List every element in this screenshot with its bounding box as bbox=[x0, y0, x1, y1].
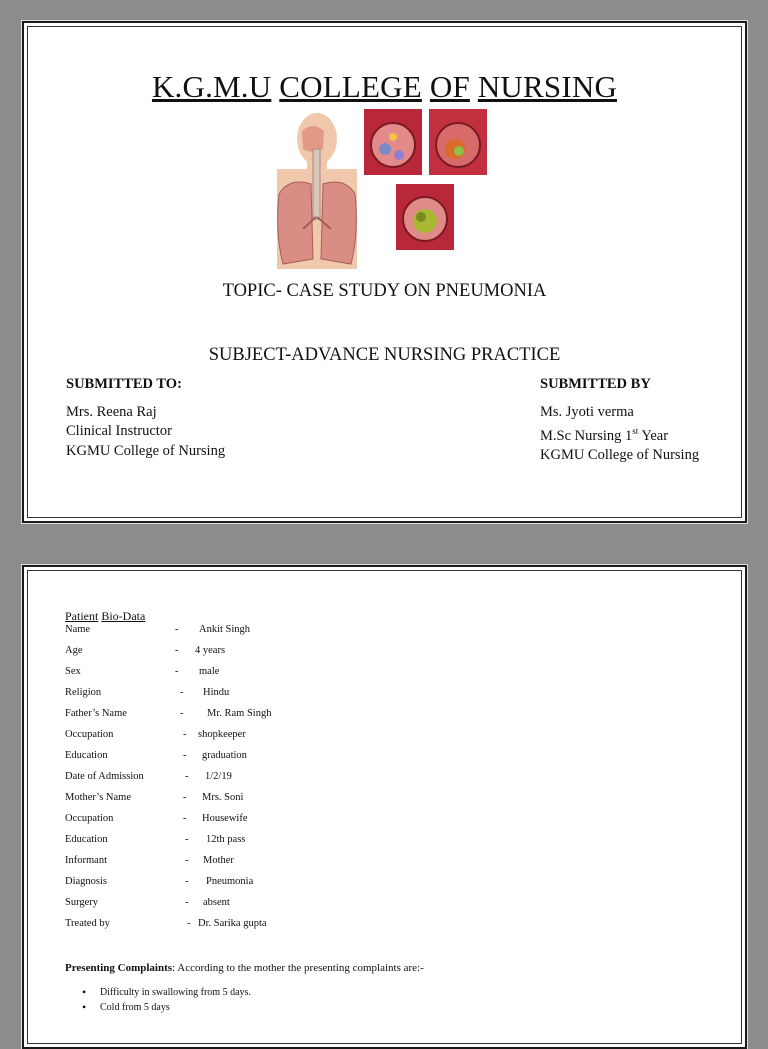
biodata-dash: - bbox=[185, 834, 189, 845]
complaints-text: : According to the mother the presenting complaints are:- bbox=[172, 962, 424, 974]
submitted-to-heading: SUBMITTED TO: bbox=[66, 376, 182, 392]
biodata-label: Education bbox=[65, 834, 108, 845]
subject-line: SUBJECT-ADVANCE NURSING PRACTICE bbox=[208, 345, 561, 365]
biodata-label: Occupation bbox=[65, 813, 114, 824]
biodata-label: Informant bbox=[65, 855, 107, 866]
biodata-dash: - bbox=[183, 750, 187, 761]
biodata-label: Religion bbox=[65, 687, 102, 698]
biodata-label: Father’s Name bbox=[65, 708, 127, 719]
biodata-page bbox=[22, 565, 747, 1049]
submitted-by-heading: SUBMITTED BY bbox=[540, 376, 651, 392]
biodata-value: shopkeeper bbox=[198, 729, 246, 740]
college-title bbox=[24, 69, 745, 105]
biodata-label: Treated by bbox=[65, 918, 110, 929]
alveoli-panel-3 bbox=[396, 184, 454, 250]
title-word-1: K.G.M.U bbox=[151, 69, 272, 104]
biodata-dash: - bbox=[180, 708, 184, 719]
biodata-title: Patient Bio-Data bbox=[65, 609, 146, 623]
respiratory-illustration bbox=[269, 109, 499, 269]
biodata-dash: - bbox=[185, 855, 189, 866]
instructor-institution: KGMU College of Nursing bbox=[66, 442, 226, 459]
biodata-label: Occupation bbox=[65, 729, 114, 740]
biodata-dash: - bbox=[175, 666, 179, 677]
biodata-value: Mother bbox=[203, 855, 234, 866]
biodata-label: Age bbox=[65, 645, 83, 656]
biodata-value: graduation bbox=[202, 750, 247, 761]
title-word-4: NURSING bbox=[477, 69, 618, 104]
biodata-value: 1/2/19 bbox=[205, 771, 232, 782]
biodata-label: Surgery bbox=[65, 897, 99, 908]
biodata-value: Housewife bbox=[202, 813, 248, 824]
complaint-item: • Difficulty in swallowing from 5 days. bbox=[82, 985, 251, 1000]
complaints-heading: Presenting Complaints bbox=[65, 962, 173, 974]
biodata-dash: - bbox=[183, 813, 187, 824]
biodata-label: Date of Admission bbox=[65, 771, 144, 782]
biodata-label: Diagnosis bbox=[65, 876, 107, 887]
biodata-dash: - bbox=[187, 918, 191, 929]
submitted-by-block bbox=[540, 375, 699, 466]
complaint-item: • Cold from 5 days bbox=[82, 1000, 251, 1015]
alveoli-panel-1 bbox=[364, 109, 422, 175]
biodata-value: Hindu bbox=[203, 687, 230, 698]
biodata-value: Ankit Singh bbox=[199, 624, 251, 635]
biodata-label: Sex bbox=[65, 666, 81, 677]
topic-line: TOPIC- CASE STUDY ON PNEUMONIA bbox=[222, 281, 547, 301]
biodata-dash: - bbox=[183, 729, 187, 740]
student-institution: KGMU College of Nursing bbox=[540, 447, 700, 464]
biodata-value: Mr. Ram Singh bbox=[207, 708, 272, 719]
biodata-label: Name bbox=[65, 624, 91, 635]
biodata-value: absent bbox=[203, 897, 230, 908]
torso-figure bbox=[277, 113, 357, 269]
biodata-value: 4 years bbox=[195, 645, 226, 656]
student-name: Ms. Jyoti verma bbox=[540, 403, 634, 420]
alveoli-panel-2 bbox=[429, 109, 487, 175]
complaints-list bbox=[82, 985, 251, 1015]
biodata-dash: - bbox=[185, 876, 189, 887]
presenting-complaints bbox=[65, 962, 424, 974]
submitted-to-block bbox=[66, 375, 225, 461]
biodata-label: Education bbox=[65, 750, 108, 761]
biodata-dash: - bbox=[175, 645, 179, 656]
title-word-3: OF bbox=[429, 69, 470, 104]
biodata-value: Pneumonia bbox=[206, 876, 254, 887]
instructor-role: Clinical Instructor bbox=[66, 423, 172, 439]
cover-page bbox=[22, 21, 747, 523]
biodata-value: male bbox=[199, 666, 220, 677]
biodata-value: Mrs. Soni bbox=[202, 792, 244, 803]
student-course: M.Sc Nursing 1st Year bbox=[540, 426, 669, 444]
instructor-name: Mrs. Reena Raj bbox=[66, 403, 157, 420]
biodata-dash: - bbox=[185, 897, 189, 908]
biodata-dash: - bbox=[175, 624, 179, 635]
biodata-dash: - bbox=[180, 687, 184, 698]
biodata-value: Dr. Sarika gupta bbox=[198, 918, 267, 929]
biodata-dash: - bbox=[185, 771, 189, 782]
title-word-2: COLLEGE bbox=[279, 69, 422, 104]
biodata-label: Mother’s Name bbox=[65, 792, 131, 803]
biodata-dash: - bbox=[183, 792, 187, 803]
biodata-value: 12th pass bbox=[206, 834, 246, 845]
